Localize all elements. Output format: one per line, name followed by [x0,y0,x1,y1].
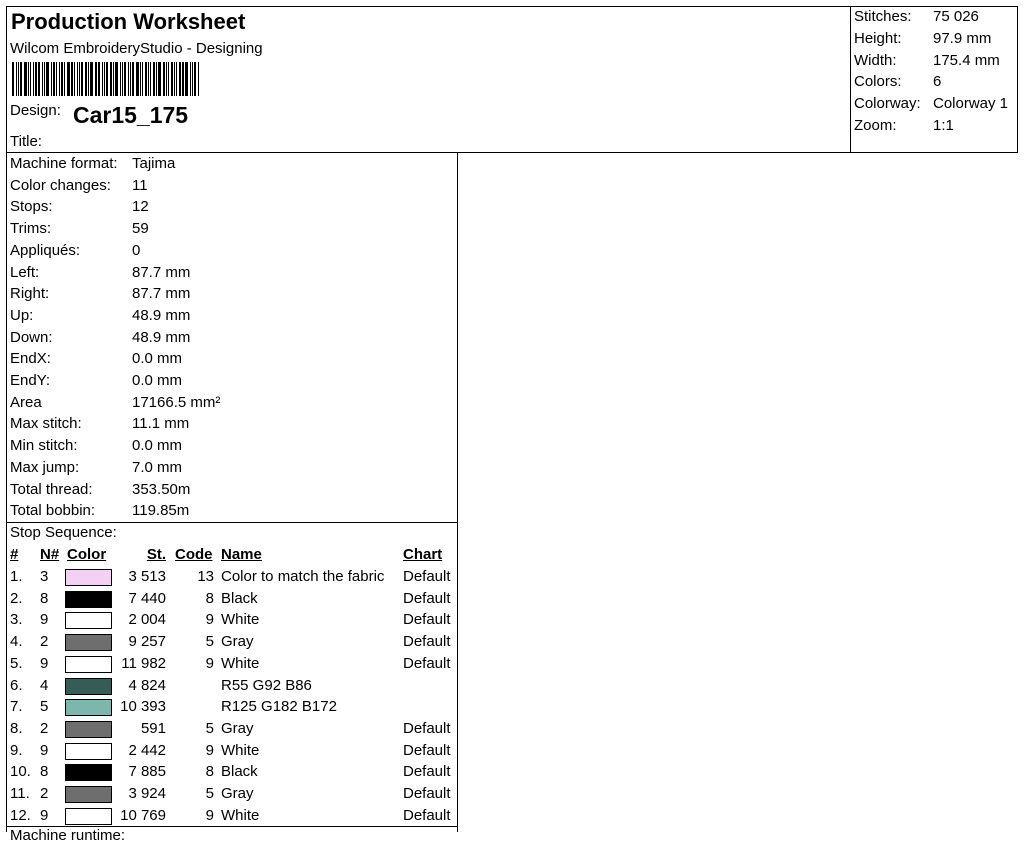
row-num: 7. [10,698,23,716]
sequence-row [0,567,458,588]
row-name: R125 G182 B172 [221,698,337,716]
summary-label: Colors: [854,73,902,91]
row-code: 5 [205,785,214,802]
detail-label: Area [10,393,42,411]
detail-row [10,220,455,241]
header-divider [6,152,1018,153]
row-name: Gray [221,633,254,651]
sequence-row [0,654,458,675]
row-code: 9 [205,806,214,824]
row-needle: 2 [40,719,49,737]
detail-value: 17166.5 mm² [132,393,221,411]
sequence-row [0,741,458,762]
summary-value: 75 026 [933,8,979,25]
sequence-row [0,784,458,805]
row-num: 4. [10,633,23,651]
color-swatch [65,808,112,825]
details-panel [10,155,455,521]
row-needle: 8 [40,589,49,607]
frame-top [6,6,1018,7]
row-name: Gray [221,719,254,737]
summary-row [854,52,1016,73]
stop-sequence-rows [0,567,458,827]
row-stitches: 7 440 [128,589,166,607]
detail-row [10,394,455,415]
summary-row [854,30,1016,51]
summary-label: Zoom: [854,117,897,134]
detail-value: 59 [132,220,149,238]
row-needle: 9 [40,741,49,759]
header-needle: N# [40,546,60,563]
summary-value: 6 [933,73,942,91]
row-chart: Default [403,741,451,759]
row-needle: 9 [40,611,49,629]
row-num: 1. [10,568,23,585]
row-chart: Default [403,719,451,737]
sequence-row [0,762,458,783]
detail-label: Right: [10,285,50,303]
row-stitches: 10 769 [120,806,166,824]
row-code: 9 [205,741,214,759]
row-stitches: 9 257 [128,633,166,651]
row-needle: 2 [40,785,49,802]
row-stitches: 2 004 [128,611,166,629]
row-chart: Default [403,785,451,802]
detail-row [10,198,455,219]
summary-row [854,95,1016,116]
sequence-row [0,589,458,610]
row-code: 9 [205,611,214,629]
row-name: Gray [221,785,254,802]
detail-row [10,307,455,328]
detail-value: 12 [132,198,149,216]
barcode [12,62,200,96]
header-stitches: St. [146,546,166,563]
row-num: 9. [10,741,23,759]
row-needle: 5 [40,698,49,716]
detail-label: Color changes: [10,176,111,194]
detail-value: 0.0 mm [132,350,183,368]
detail-value: 11.1 mm [132,415,190,433]
row-chart: Default [403,806,451,824]
row-needle: 9 [40,654,49,672]
detail-row [10,481,455,502]
sequence-row [0,632,458,653]
summary-row [854,8,1016,29]
detail-value: 0 [132,241,141,259]
software-name: Wilcom EmbroideryStudio - Designing [10,40,263,57]
title-label: Title: [10,133,42,150]
sequence-row [0,676,458,697]
color-swatch [65,656,112,673]
detail-row [10,155,455,176]
header-num: # [10,546,19,563]
summary-panel [854,8,1016,148]
row-name: White [221,806,260,824]
sequence-row [0,719,458,740]
detail-value: 48.9 mm [132,306,191,324]
row-num: 8. [10,719,23,737]
row-stitches: 7 885 [128,763,166,781]
stop-sequence-title: Stop Sequence: [10,524,117,541]
row-num: 11. [10,785,30,802]
summary-value: 97.9 mm [933,29,992,47]
row-name: Black [221,763,258,781]
row-chart: Default [403,654,451,672]
detail-row [10,177,455,198]
row-num: 2. [10,589,23,607]
row-chart: Default [403,633,451,651]
summary-label: Colorway: [854,95,921,113]
row-name: White [221,611,260,629]
summary-label: Stitches: [854,8,912,25]
color-swatch [65,786,112,803]
detail-value: 11 [132,176,148,194]
detail-label: Max jump: [10,458,80,476]
detail-value: 0.0 mm [132,372,183,389]
page-title: Production Worksheet [11,9,246,34]
detail-label: Min stitch: [10,437,78,455]
row-chart: Default [403,763,451,781]
summary-value: 175.4 mm [933,51,1000,69]
stop-sequence-header [0,546,458,567]
color-swatch [65,743,112,760]
color-swatch [65,721,112,738]
detail-row [10,459,455,480]
row-needle: 3 [40,568,49,585]
row-chart: Default [403,568,451,585]
color-swatch [65,634,112,651]
row-stitches: 2 442 [128,741,166,759]
row-code: 5 [205,633,214,651]
detail-label: Total bobbin: [10,502,96,520]
summary-divider [850,6,851,153]
detail-row [10,372,455,393]
summary-label: Width: [854,51,897,69]
detail-label: Appliqués: [10,241,81,259]
detail-label: Machine format: [10,155,118,172]
design-name: Car15_175 [73,102,189,128]
detail-label: Down: [10,328,53,346]
row-num: 10. [10,763,31,781]
detail-value: 48.9 mm [132,328,191,346]
summary-value: 1:1 [933,117,954,134]
detail-row [10,415,455,436]
detail-label: EndY: [10,372,51,389]
row-code: 9 [205,654,214,672]
detail-row [10,242,455,263]
row-stitches: 4 824 [128,676,166,694]
header-code: Code [175,546,213,563]
row-code: 8 [205,763,214,781]
row-stitches: 591 [140,719,166,737]
detail-value: 7.0 mm [132,458,183,476]
row-stitches: 3 924 [128,785,166,802]
detail-row [10,329,455,350]
color-swatch [65,612,112,629]
row-name: Black [221,589,258,607]
summary-row [854,73,1016,94]
detail-row [10,264,455,285]
color-swatch [65,678,112,695]
color-swatch [65,569,112,586]
detail-label: EndX: [10,350,51,368]
row-needle: 9 [40,806,49,824]
row-stitches: 3 513 [128,568,166,585]
sequence-row [0,610,458,631]
detail-row [10,285,455,306]
detail-value: 119.85m [132,502,190,520]
row-name: White [221,741,260,759]
row-needle: 4 [40,676,49,694]
row-name: R55 G92 B86 [221,676,312,694]
design-label: Design: [10,102,61,119]
row-stitches: 11 982 [121,654,166,672]
machine-runtime-label: Machine runtime: [10,827,126,844]
row-code: 5 [205,719,214,737]
summary-label: Height: [854,29,902,47]
row-num: 6. [10,676,23,694]
row-code: 13 [197,568,214,585]
row-name: Color to match the fabric [221,568,385,585]
detail-value: 0.0 mm [132,437,183,455]
sequence-row [0,806,458,827]
row-code: 8 [205,589,214,607]
color-swatch [65,591,112,608]
row-name: White [221,654,260,672]
header-chart: Chart [403,546,443,563]
header-color: Color [67,546,107,563]
header-name: Name [221,546,262,563]
row-chart: Default [403,611,451,629]
detail-label: Trims: [10,220,52,238]
row-num: 12. [10,806,31,824]
row-num: 3. [10,611,23,629]
detail-label: Max stitch: [10,415,82,433]
detail-row [10,437,455,458]
frame-right [1017,6,1018,153]
color-swatch [65,699,112,716]
color-swatch [65,764,112,781]
summary-row [854,117,1016,138]
summary-value: Colorway 1 [933,95,1009,113]
detail-label: Total thread: [10,480,93,498]
detail-value: Tajima [132,155,176,172]
detail-label: Left: [10,263,40,281]
row-num: 5. [10,654,23,672]
detail-value: 87.7 mm [132,285,191,303]
row-needle: 8 [40,763,49,781]
detail-row [10,350,455,371]
sequence-row [0,697,458,718]
row-stitches: 10 393 [120,698,166,716]
row-chart: Default [403,589,451,607]
detail-value: 87.7 mm [132,263,191,281]
detail-value: 353.50m [132,480,191,498]
detail-row [10,502,455,523]
detail-label: Stops: [10,198,53,216]
row-needle: 2 [40,633,49,651]
detail-label: Up: [10,306,34,324]
